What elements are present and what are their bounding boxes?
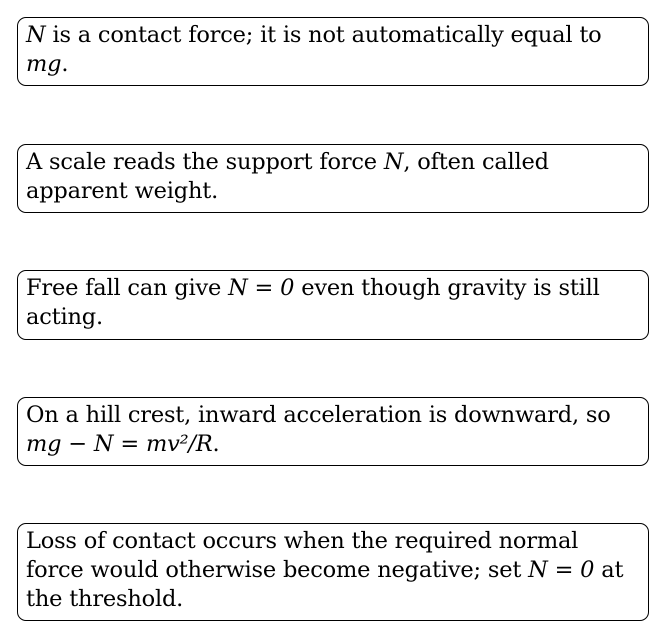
note-text: Loss of contact occurs when the required normal force would otherwise become negative; set N = 0 at the threshold. [26,528,624,612]
math-equation: mg − N = mv²/R [26,431,213,457]
note-box-contact-force [17,17,649,86]
note-text: N is a contact force; it is not automatically equal to mg. [26,22,602,77]
math-expression: mg [26,51,62,77]
note-box-free-fall [17,270,649,340]
math-equation: N = 0 [228,275,295,301]
note-text: Free fall can give N = 0 even though gravity is still acting. [26,275,600,330]
note-box-apparent-weight [17,144,649,213]
math-symbol: N [383,149,404,175]
note-box-hill-crest [17,397,649,466]
note-text: A scale reads the support force N, often called apparent weight. [26,149,549,204]
note-box-loss-of-contact [17,523,649,621]
math-equation: N = 0 [528,557,595,583]
note-text: On a hill crest, inward acceleration is downward, so mg − N = mv²/R. [26,402,611,457]
math-symbol: N [26,22,46,48]
